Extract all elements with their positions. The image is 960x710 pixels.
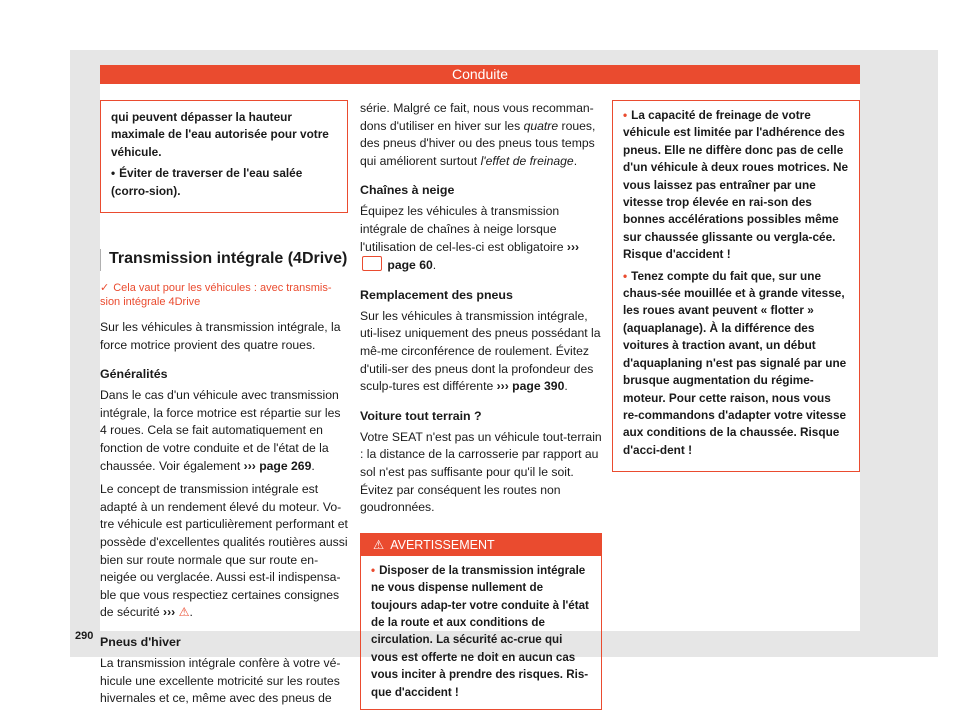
heading-tyre-replacement: Remplacement des pneus <box>360 287 513 302</box>
warning-body: • Disposer de la transmission intégrale ne vous dispense nullement de toujours adap-ter votre conduite à l'état de la route et aux conditions de circulation. La sécurité ac-crue qui vous est offerte ne doit en aucun cas vous inciter à prendre des risques. Ris-que d'accident ! <box>361 556 601 709</box>
intro-text: Sur les véhicules à transmission intégrale, la force motrice provient des quatre roues. <box>100 320 341 352</box>
chains-text: Équipez les véhicules à transmission intégrale de chaînes à neige lorsque l'utilisation de cel-les-ci est obligatoire ››› page 60. <box>360 204 580 273</box>
warning-header: ⚠ AVERTISSEMENT <box>361 534 601 556</box>
offroad-text: Votre SEAT n'est pas un véhicule tout-terrain : la distance de la carrosserie par rapport au sol n'est pas suffisante pour qu'il le soit. Évitez par conséquent les routes non goudronnées. <box>360 429 602 515</box>
general-text-2: Le concept de transmission intégrale est adapté à un rendement élevé du moteur. Vo-tre véhicule est particulièrement performant et possède d'excellentes qualités routières aussi bien sur route normale que sur route en-neigée ou verglacée. Aussi est-il indispensa-ble que vous respectiez certaines consignes de sécurité ››› ⚠. <box>100 482 348 620</box>
applies-note: ✓ Cela vaut pour les véhicules : avec transmis-sion intégrale 4Drive <box>100 282 332 309</box>
warning-box <box>360 533 602 710</box>
page-number: 290 <box>75 630 94 642</box>
check-icon: ✓ <box>100 282 110 295</box>
warning-box-continued <box>612 100 860 472</box>
heading-winter-tyres: Pneus d'hiver <box>100 634 181 649</box>
phone-screen-icon <box>362 256 382 271</box>
tyres-text: Sur les véhicules à transmission intégrale, uti-lisez uniquement des pneus possédant la mê-me circonférence de roulement. Évitez d'utili-ser des pneus dont la profondeur des sculp-tures est différente ››› page 390. <box>360 308 601 394</box>
page-ref-link[interactable]: ››› page 269 <box>243 458 312 473</box>
column-3 <box>612 100 860 472</box>
warning-triangle-icon: ⚠ <box>178 605 190 620</box>
section-title: Transmission intégrale (4Drive) <box>100 249 348 271</box>
winter-text-continued: série. Malgré ce fait, nous vous recomman-dons d'utiliser en hiver sur les quatre roues, des pneus d'hiver ou des pneus tous temps qui améliorent surtout l'effet de freinage. <box>360 101 596 168</box>
warning-triangle-icon: ⚠ <box>373 537 385 552</box>
heading-snow-chains: Chaînes à neige <box>360 183 455 198</box>
continued-warning-box <box>100 100 348 213</box>
chapter-header: Conduite <box>100 65 860 84</box>
warning-ref-link[interactable]: ››› ⚠ <box>163 605 190 620</box>
heading-offroad: Voiture tout terrain ? <box>360 408 482 423</box>
chains-page-ref-link[interactable]: ››› page 60 <box>360 240 579 273</box>
box-bullet: • Éviter de traverser de l'eau salée (corro-sion). <box>111 165 337 200</box>
warning-bullet <box>371 564 379 577</box>
warning-bullet-2: • Tenez compte du fait que, sur une chaus-sée mouillée et à grande vitesse, les roues avant peuvent « flotter » (aquaplanage). À la différence des voitures à traction avant, un début d'aquaplaning n'est pas signalé par une brusque augmentation du régime-moteur. Pour cette raison, nous vous re-commandons d'adapter votre vitesse aux conditions de la chaussée. Risque d'acci-dent ! <box>623 268 849 459</box>
tyres-page-ref-link[interactable]: ››› page 390 <box>496 379 565 394</box>
winter-text: La transmission intégrale confère à votre vé-hicule une excellente motricité sur les routes hivernales et ce, même avec des pneus de <box>100 655 341 706</box>
warning-bullet-1: • La capacité de freinage de votre véhicule est limitée par l'adhérence des pneus. Elle ne diffère donc pas de celle d'un véhicule à deux roues motrices. Ne vous laissez pas entraîner par une vitesse trop élevée en rai-son des bonnes accélérations possibles même sur chaussée glissante ou vergla-cée. Risque d'accident ! <box>623 107 849 264</box>
column-2 <box>360 100 602 710</box>
box-line: qui peuvent dépasser la hauteur maximale de l'eau autorisée pour votre véhicule. <box>111 110 329 159</box>
heading-general: Généralités <box>100 367 168 382</box>
column-1 <box>100 100 348 708</box>
general-text-1: Dans le cas d'un véhicule avec transmission intégrale, la force motrice est répartie sur les 4 roues. Cela se fait automatiquement en fonction de votre conduite et de l'état de la chaussée. Voir également ››› page 269. <box>100 388 341 473</box>
